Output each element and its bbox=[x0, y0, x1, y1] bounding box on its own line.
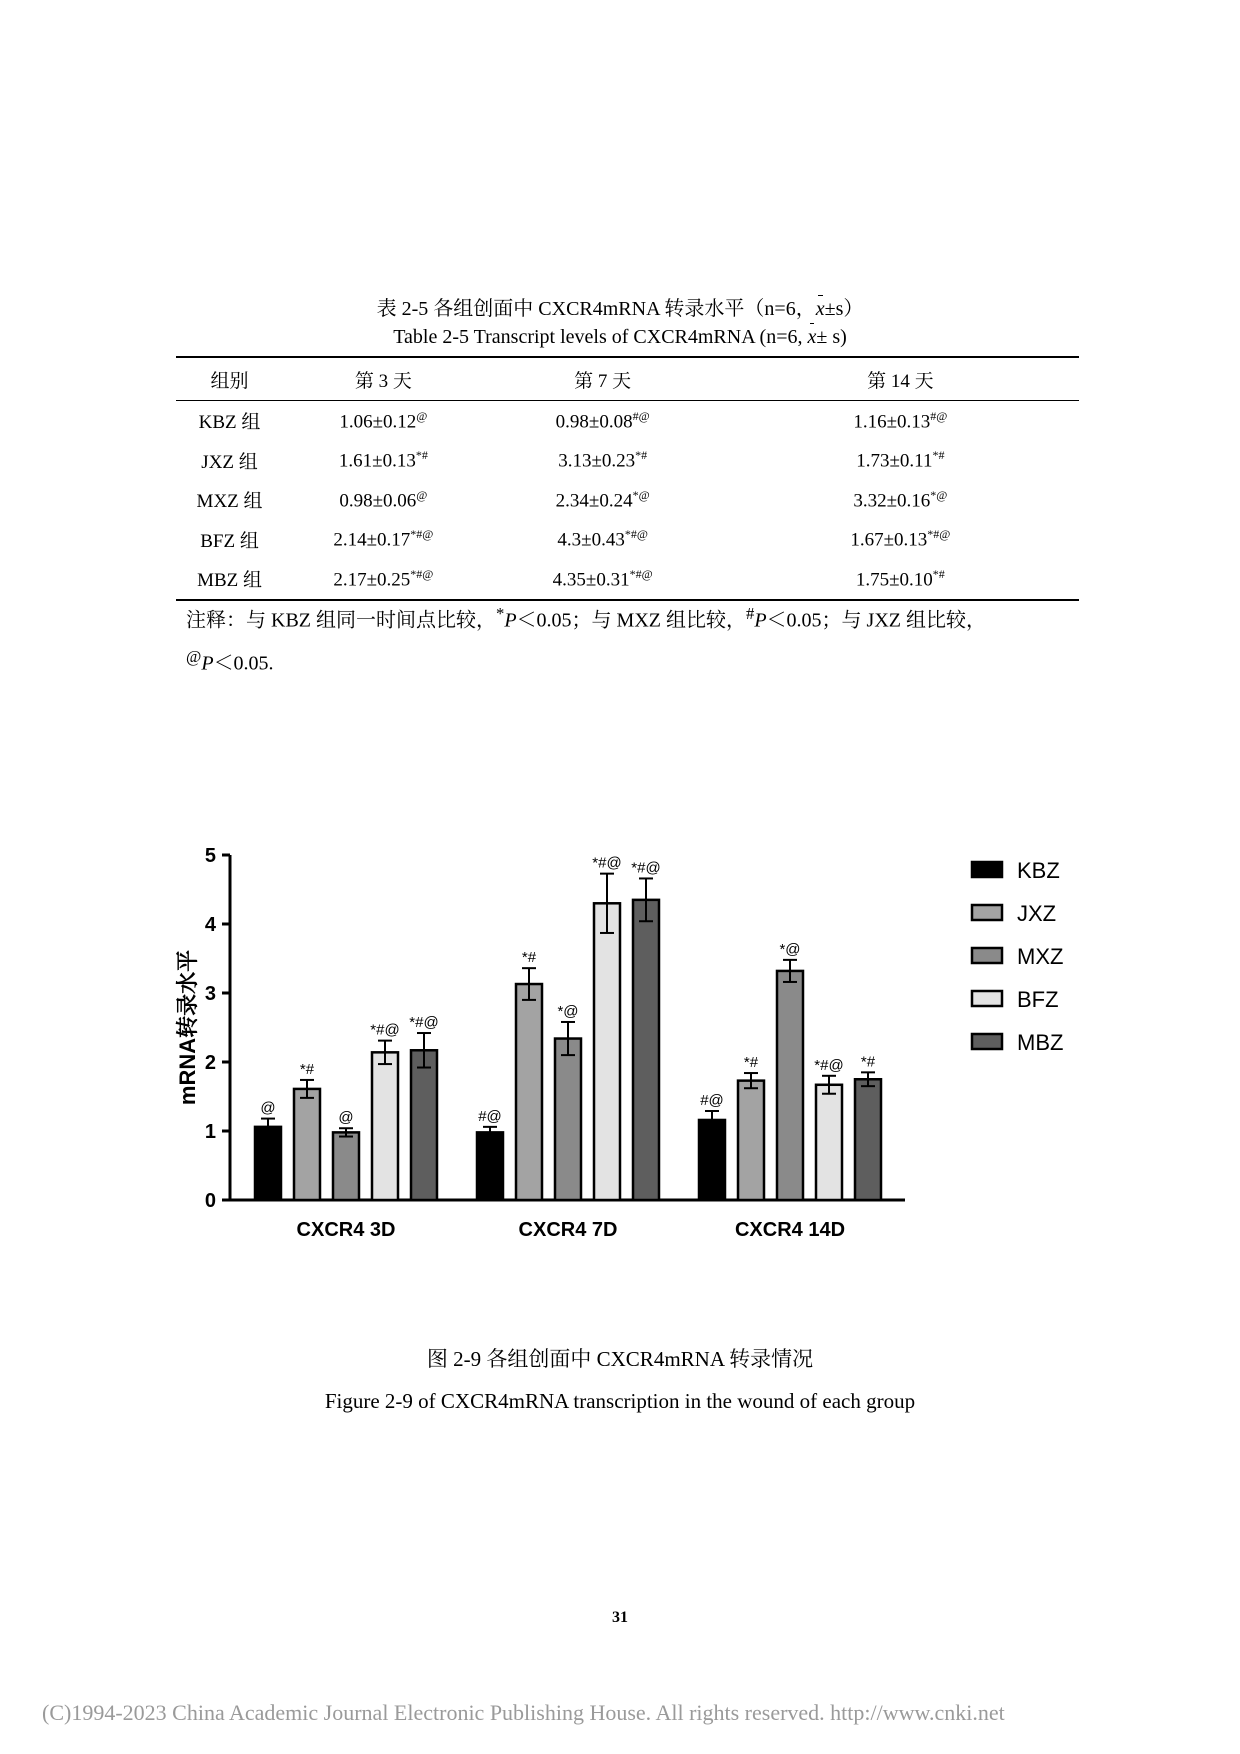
significance-marks: @ bbox=[416, 408, 428, 423]
significance-label: *#@ bbox=[409, 1014, 439, 1032]
value-cell bbox=[283, 441, 484, 481]
figure-caption-chinese: 图 2-9 各组创面中 CXCR4mRNA 转录情况 bbox=[426, 1347, 814, 1371]
value-cell bbox=[283, 480, 484, 520]
significance-marks: #@ bbox=[632, 408, 650, 423]
significance-marks: *#@ bbox=[410, 527, 434, 542]
value-cell bbox=[484, 401, 722, 441]
header-day-14: 第 14 天 bbox=[867, 370, 934, 392]
group-cell: KBZ 组 bbox=[198, 412, 261, 434]
group-cell: MXZ 组 bbox=[196, 491, 263, 513]
bar-kbz bbox=[699, 1120, 725, 1200]
bar-bfz bbox=[594, 903, 620, 1200]
bar-jxz bbox=[294, 1089, 320, 1200]
significance-label: *# bbox=[743, 1054, 759, 1072]
x-bar-symbol: x bbox=[807, 326, 817, 348]
significance-marks: *# bbox=[415, 448, 428, 463]
x-category-label: CXCR4 14D bbox=[734, 1219, 846, 1241]
note-symbol: # bbox=[746, 604, 755, 623]
legend-swatch-mxz bbox=[972, 948, 1002, 963]
mean-sd-value: 4.3±0.43 bbox=[557, 529, 625, 551]
mean-sd-value: 2.17±0.25 bbox=[333, 568, 411, 590]
significance-label: @ bbox=[338, 1109, 354, 1127]
y-tick-label: 3 bbox=[204, 983, 216, 1005]
bar-jxz bbox=[516, 984, 542, 1200]
group-cell: MBZ 组 bbox=[197, 570, 262, 592]
value-cell bbox=[484, 441, 722, 481]
table-row bbox=[176, 401, 1079, 441]
caption-text: 表 2-5 各组创面中 CXCR4mRNA 转录水平（n=6， bbox=[376, 298, 816, 320]
value-cell bbox=[722, 401, 1079, 441]
significance-marks: *#@ bbox=[927, 527, 951, 542]
caption-text: ±s） bbox=[824, 298, 864, 320]
header-group: 组别 bbox=[210, 370, 249, 392]
y-axis-label: mRNA转录水平 bbox=[175, 949, 200, 1106]
significance-label: *# bbox=[299, 1060, 315, 1078]
mean-sd-value: 0.98±0.08 bbox=[555, 410, 633, 432]
x-bar-symbol: x bbox=[815, 298, 825, 320]
value-cell bbox=[283, 401, 484, 441]
mean-sd-value: 3.13±0.23 bbox=[558, 450, 636, 472]
value-cell bbox=[484, 520, 722, 560]
mean-sd-value: 1.61±0.13 bbox=[338, 450, 416, 472]
significance-label: #@ bbox=[478, 1107, 502, 1125]
mean-sd-value: 2.34±0.24 bbox=[555, 489, 633, 511]
mean-sd-value: 0.98±0.06 bbox=[339, 489, 417, 511]
value-cell bbox=[283, 520, 484, 560]
figure-caption-english: Figure 2-9 of CXCR4mRNA transcription in the wound of each group bbox=[324, 1389, 916, 1413]
note-text: ＜0.05. bbox=[213, 652, 274, 675]
bar-mxz bbox=[333, 1132, 359, 1200]
mean-sd-value: 1.73±0.11 bbox=[856, 450, 933, 472]
bar-bfz bbox=[816, 1085, 842, 1200]
significance-marks: *# bbox=[932, 566, 945, 581]
significance-label: *# bbox=[521, 949, 537, 967]
y-tick-label: 4 bbox=[204, 914, 216, 936]
significance-marks: *@ bbox=[632, 487, 650, 502]
value-cell bbox=[722, 441, 1079, 481]
bar-mxz bbox=[555, 1039, 581, 1200]
y-tick-label: 0 bbox=[204, 1190, 216, 1212]
table-row bbox=[176, 441, 1079, 481]
significance-marks: *#@ bbox=[624, 527, 648, 542]
header-day-3: 第 3 天 bbox=[354, 370, 412, 392]
p-symbol: P bbox=[504, 609, 517, 632]
legend-label: MXZ bbox=[1017, 944, 1064, 969]
copyright-footer: (C)1994-2023 China Academic Journal Electronic Publishing House. All rights reserved. http://www.cnki.net bbox=[42, 1700, 1005, 1725]
legend-label: BFZ bbox=[1017, 987, 1059, 1012]
caption-text: ± s) bbox=[816, 326, 847, 348]
legend-label: JXZ bbox=[1017, 901, 1057, 926]
group-cell: BFZ 组 bbox=[200, 530, 259, 552]
bar-kbz bbox=[477, 1132, 503, 1200]
table-caption-english bbox=[0, 326, 1240, 349]
bar-jxz bbox=[738, 1081, 764, 1200]
bar-mbz bbox=[855, 1079, 881, 1200]
page-number: 31 bbox=[612, 1609, 628, 1626]
note-text: ＜0.05；与 MXZ 组比较， bbox=[516, 609, 746, 632]
significance-label: *#@ bbox=[370, 1021, 400, 1039]
p-symbol: P bbox=[754, 609, 767, 632]
significance-marks: *# bbox=[635, 448, 648, 463]
y-tick-label: 5 bbox=[204, 845, 216, 867]
significance-label: *#@ bbox=[631, 859, 661, 877]
bar-bfz bbox=[372, 1052, 398, 1200]
table-caption-chinese bbox=[0, 292, 1240, 321]
bar-chart bbox=[160, 830, 1090, 1250]
legend-label: MBZ bbox=[1017, 1030, 1064, 1055]
value-cell bbox=[283, 559, 484, 600]
note-symbol: * bbox=[496, 604, 505, 623]
mean-sd-value: 1.06±0.12 bbox=[339, 410, 417, 432]
significance-label: *@ bbox=[779, 940, 801, 958]
significance-marks: *# bbox=[932, 448, 945, 463]
legend-swatch-jxz bbox=[972, 905, 1002, 920]
y-tick-label: 2 bbox=[204, 1052, 216, 1074]
significance-label: @ bbox=[260, 1099, 276, 1117]
bar-mbz bbox=[633, 900, 659, 1200]
legend-label: KBZ bbox=[1017, 858, 1060, 883]
bar-mxz bbox=[777, 971, 803, 1200]
mean-sd-value: 1.75±0.10 bbox=[855, 568, 933, 590]
mean-sd-value: 1.67±0.13 bbox=[850, 529, 928, 551]
significance-label: *# bbox=[860, 1053, 876, 1071]
significance-marks: *#@ bbox=[629, 566, 653, 581]
legend-swatch-kbz bbox=[972, 862, 1002, 877]
significance-label: *#@ bbox=[592, 854, 622, 872]
mean-sd-value: 1.16±0.13 bbox=[853, 410, 931, 432]
note-symbol: @ bbox=[186, 646, 202, 666]
table-note bbox=[186, 596, 1076, 681]
mean-sd-value: 3.32±0.16 bbox=[853, 489, 931, 511]
significance-marks: *#@ bbox=[410, 566, 434, 581]
value-cell bbox=[722, 559, 1079, 600]
bar-kbz bbox=[255, 1127, 281, 1200]
significance-label: *@ bbox=[557, 1002, 579, 1020]
x-category-label: CXCR4 3D bbox=[296, 1219, 396, 1241]
p-symbol: P bbox=[201, 652, 214, 675]
value-cell bbox=[722, 480, 1079, 520]
significance-label: *#@ bbox=[814, 1056, 844, 1074]
legend-swatch-bfz bbox=[972, 991, 1002, 1006]
value-cell bbox=[722, 520, 1079, 560]
mean-sd-value: 2.14±0.17 bbox=[333, 529, 411, 551]
transcript-levels-table bbox=[176, 356, 1079, 601]
significance-marks: #@ bbox=[930, 408, 948, 423]
significance-label: #@ bbox=[700, 1091, 724, 1109]
legend-swatch-mbz bbox=[972, 1034, 1002, 1049]
value-cell bbox=[484, 480, 722, 520]
group-cell: JXZ 组 bbox=[201, 451, 258, 473]
mean-sd-value: 4.35±0.31 bbox=[552, 568, 630, 590]
table-row bbox=[176, 559, 1079, 600]
x-category-label: CXCR4 7D bbox=[518, 1219, 618, 1241]
header-day-7: 第 7 天 bbox=[574, 370, 632, 392]
table-row bbox=[176, 520, 1079, 560]
table-header-row bbox=[176, 357, 1079, 401]
bar-mbz bbox=[411, 1050, 437, 1200]
y-tick-label: 1 bbox=[204, 1121, 216, 1143]
significance-marks: *@ bbox=[930, 487, 948, 502]
caption-text: Table 2-5 Transcript levels of CXCR4mRNA (n=6, bbox=[393, 326, 808, 348]
value-cell bbox=[484, 559, 722, 600]
note-text: 注释：与 KBZ 组同一时间点比较， bbox=[186, 609, 496, 632]
note-text: ＜0.05；与 JXZ 组比较， bbox=[766, 609, 986, 632]
significance-marks: @ bbox=[416, 487, 428, 502]
table-row bbox=[176, 480, 1079, 520]
